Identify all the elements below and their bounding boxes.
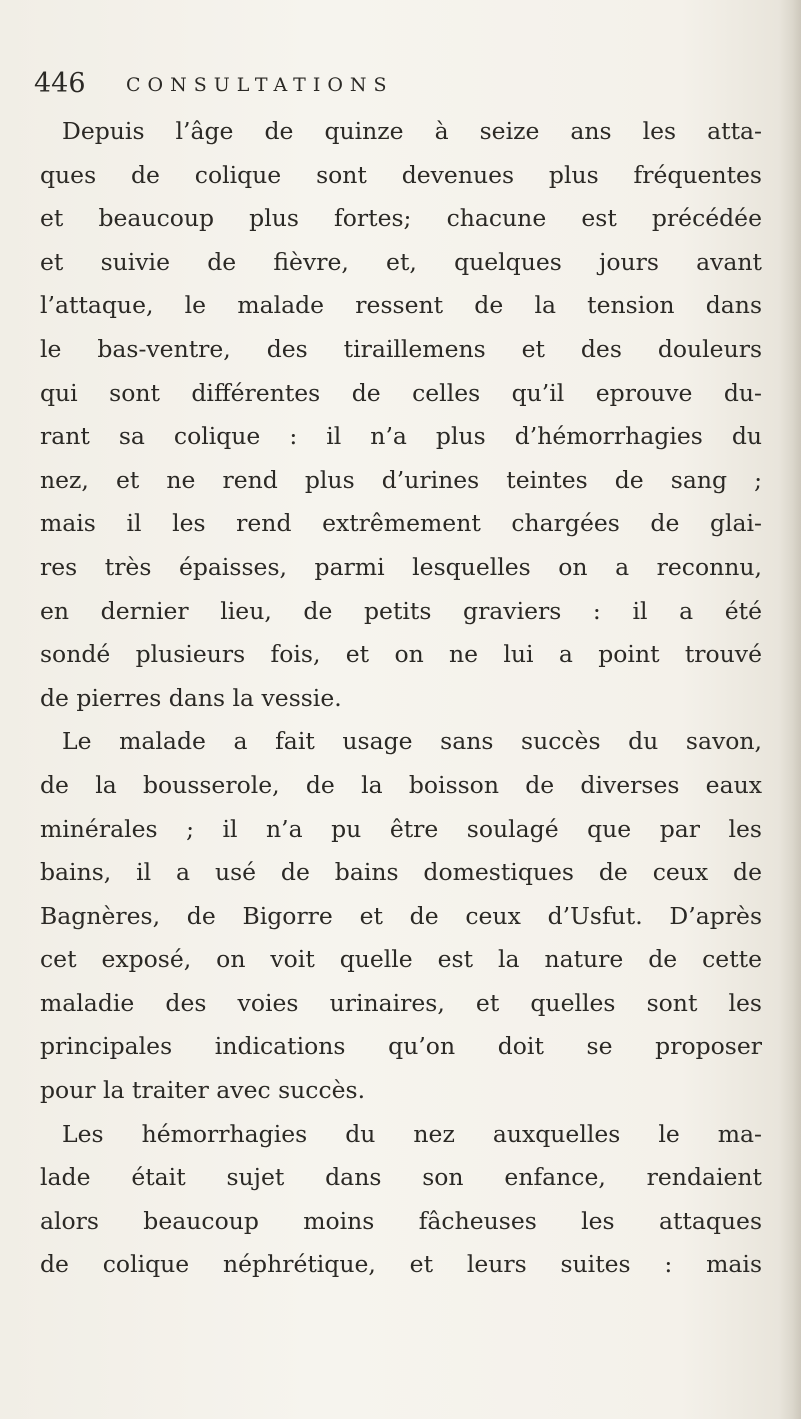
text-line: cet exposé, on voit quelle est la nature de cette [40,945,762,974]
text-line: qui sont différentes de celles qu’il eprouve du- [40,378,762,407]
text-line: Bagnères, de Bigorre et de ceux d’Usfut. D’après [40,901,762,930]
text-line: bains, il a usé de bains domestiques de ceux de [40,858,762,887]
text-line: pour la traiter avec succès. [40,1076,366,1105]
text-line: Le malade a fait usage sans succès du savon, [62,727,762,756]
text-line: de la bousserole, de la boisson de diverses eaux [40,770,762,799]
text-line: et beaucoup plus fortes; chacune est précédée [40,204,762,233]
text-line: lade était sujet dans son enfance, rendaient [40,1163,762,1192]
running-title: CONSULTATIONS [126,74,394,96]
text-line: Les hémorrhagies du nez auxquelles le ma- [62,1119,762,1148]
page-edge-shadow [779,0,801,1419]
text-line: minérales ; il n’a pu être soulagé que par les [40,814,762,843]
text-line: l’attaque, le malade ressent de la tension dans [40,291,762,320]
body-text [40,110,770,1287]
text-line: Depuis l’âge de quinze à seize ans les atta- [62,117,762,145]
text-line: rant sa colique : il n’a plus d’hémorrhagies du [40,422,762,451]
text-line: alors beaucoup moins fâcheuses les attaques [40,1206,762,1235]
text-line: maladie des voies urinaires, et quelles sont les [40,988,762,1017]
text-line: sondé plusieurs fois, et on ne lui a point trouvé [40,640,762,669]
page-header [34,68,734,108]
page-number: 446 [34,68,86,99]
text-line: en dernier lieu, de petits graviers : il a été [40,596,762,625]
text-line: de colique néphrétique, et leurs suites : mais [40,1250,762,1279]
text-line: et suivie de fièvre, et, quelques jours avant [40,247,762,276]
text-line: de pierres dans la vessie. [40,683,342,712]
text-line: res très épaisses, parmi lesquelles on a reconnu, [40,552,762,581]
text-line: le bas-ventre, des tiraillemens et des douleurs [40,334,762,363]
text-line: nez, et ne rend plus d’urines teintes de sang ; [40,465,762,494]
text-line: mais il les rend extrêmement chargées de glai- [40,509,762,538]
text-line: principales indications qu’on doit se proposer [40,1032,762,1061]
text-line: ques de colique sont devenues plus fréquentes [40,160,762,189]
